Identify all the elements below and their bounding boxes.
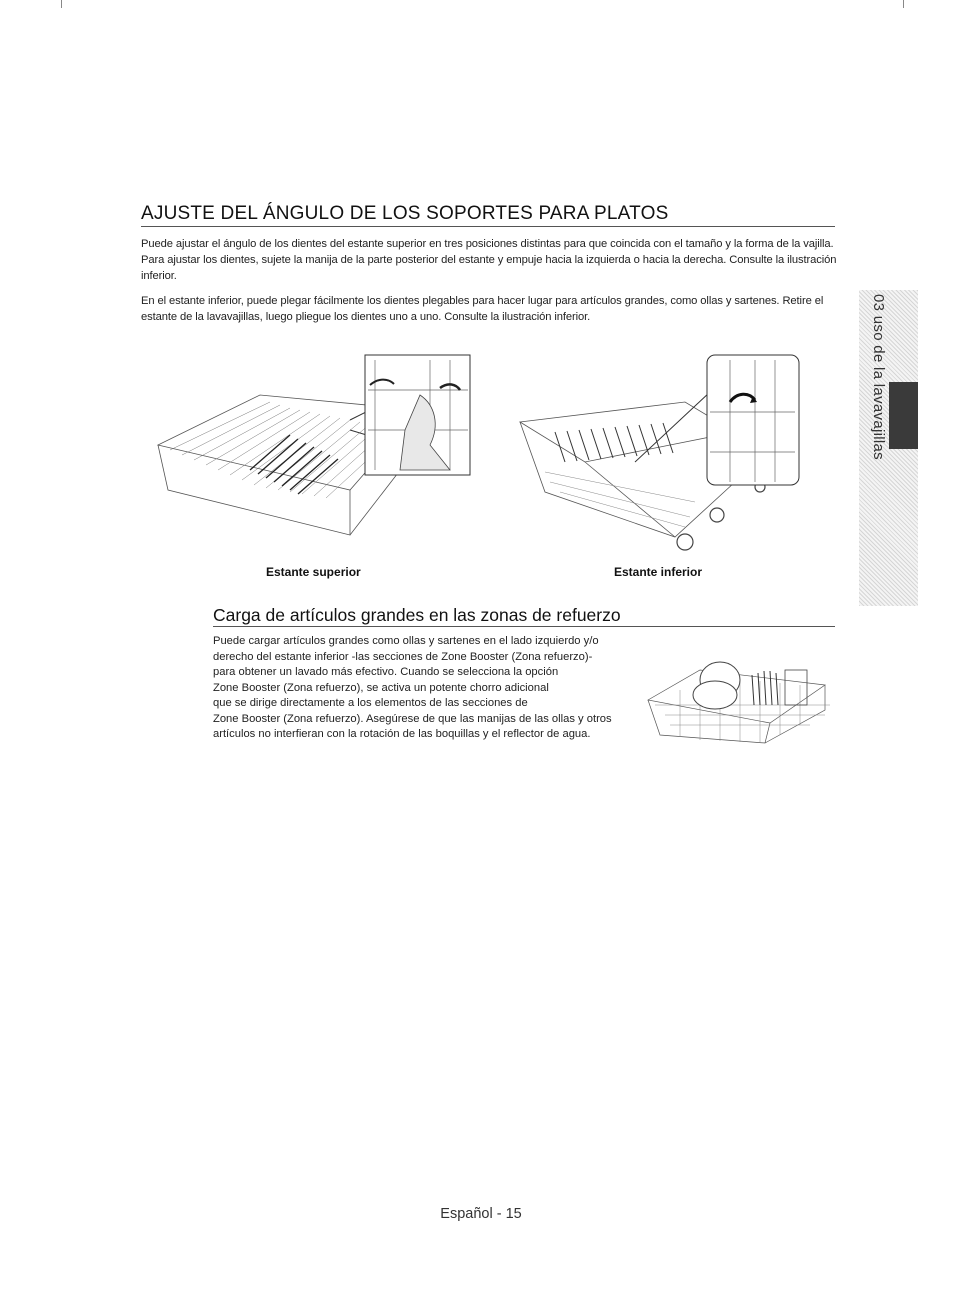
caption-upper-rack: Estante superior bbox=[266, 565, 361, 579]
paragraph-fold-tines: En el estante inferior, puede plegar fácilmente los dientes plegables para hacer lugar para artículos grandes, como ollas y sartenes. Retire el estante de la lavavajillas, luego pliegue los dientes uno a uno. Consulte la ilustración inferior. bbox=[141, 295, 824, 323]
zone-booster-line: que se dirige directamente a los elementos de las secciones de bbox=[213, 697, 528, 709]
zone-booster-line: artículos no interfieran con la rotación de las boquillas y el reflector de agua. bbox=[213, 728, 591, 740]
crop-mark-right bbox=[903, 0, 904, 8]
crop-mark-left bbox=[61, 0, 62, 8]
caption-lower-rack: Estante inferior bbox=[614, 565, 703, 579]
zone-booster-rack-illustration bbox=[640, 645, 837, 745]
zone-booster-line: Zone Booster (Zona refuerzo), se activa un potente chorro adicional bbox=[213, 681, 549, 694]
subsection-title: Carga de artículos grandes en las zonas de refuerzo bbox=[213, 604, 835, 627]
paragraph-angle-adjust: Puede ajustar el ángulo de los dientes del estante superior en tres posiciones distintas para que coincida con el tamaño y la forma de la vajilla. Para ajustar los dientes, sujete la manija de la parte posterior del estante y empuje hacia la izquierda o hacia la derecha. Consulte la ilustración inferior. bbox=[141, 238, 837, 282]
zone-booster-line: Puede cargar artículos grandes como ollas y sartenes en el lado izquierdo y/o bbox=[213, 635, 599, 647]
section-title: AJUSTE DEL ÁNGULO DE LOS SOPORTES PARA PLATOS bbox=[141, 203, 835, 227]
upper-rack-illustration bbox=[150, 350, 480, 550]
chapter-tab-label: 03 uso de la lavavajillas bbox=[870, 294, 887, 460]
zone-booster-line: derecho del estante inferior -las secciones de Zone Booster (Zona refuerzo)- bbox=[213, 650, 593, 663]
lower-rack-illustration bbox=[505, 352, 805, 552]
chapter-tab-marker bbox=[889, 382, 918, 449]
page-number: Español - 15 bbox=[440, 1206, 522, 1222]
paragraph-zone-booster bbox=[213, 634, 643, 743]
zone-booster-line: para obtener un lavado más efectivo. Cuando se selecciona la opción bbox=[213, 666, 559, 678]
zone-booster-line: Zone Booster (Zona refuerzo). Asegúrese de que las manijas de las ollas y otros bbox=[213, 712, 612, 725]
